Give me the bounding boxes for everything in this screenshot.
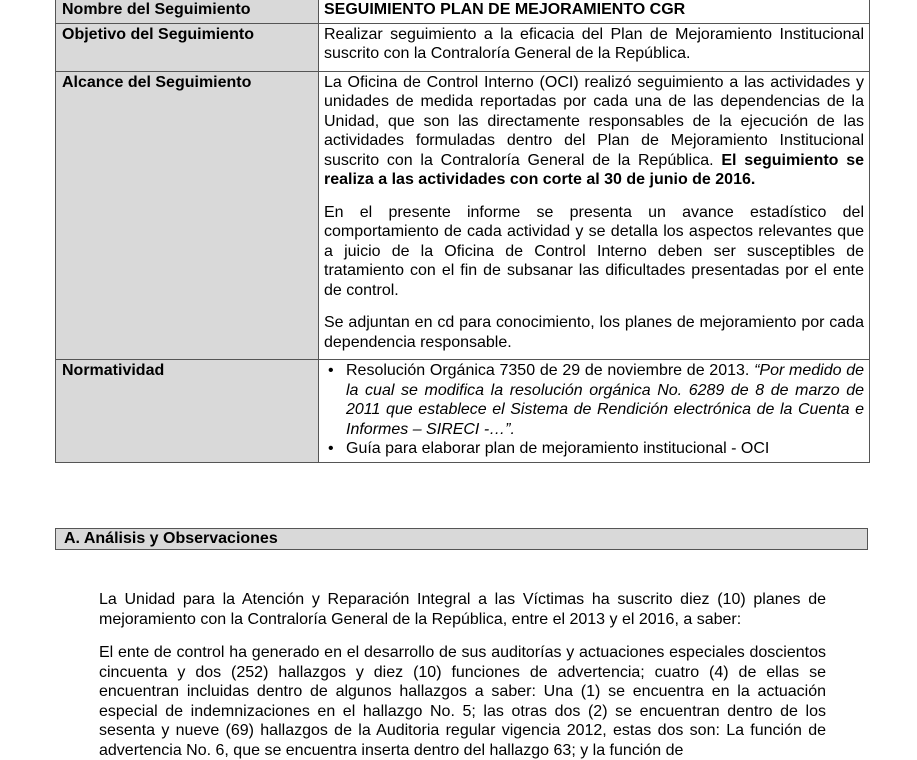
bullet-icon: • [328, 362, 334, 379]
body-paragraph-1: La Unidad para la Atención y Reparación Integral a las Víctimas ha suscrito diez (10) planes de mejoramiento con la Contraloría General de la República, entre el 2013 y el 2016, a saber: [99, 591, 826, 628]
alcance-p1-text: La Oficina de Control Interno (OCI) realizó seguimiento a las actividades y unidades de medida reportadas por cada una de las dependencias de la Unidad, que son las directamente responsables de la ejecución de las actividades formuladas dentro del Plan de Mejoramiento Institucional suscrito con la Contraloría General de la República. [324, 73, 864, 169]
row-value-objetivo: Realizar seguimiento a la eficacia del Plan de Mejoramiento Institucional suscrito con la Contraloría General de la República. [319, 23, 870, 71]
normatividad-list [324, 361, 864, 459]
table-row [56, 71, 870, 360]
table-row [56, 23, 870, 71]
row-label-objetivo: Objetivo del Seguimiento [56, 23, 319, 71]
section-header-analisis [55, 528, 868, 550]
alcance-paragraph-1 [324, 73, 864, 190]
follow-up-info-table [55, 0, 870, 463]
normatividad-item-1-italic: “Por medido de la cual se modifica la resolución orgánica No. 6289 de 8 de marzo de 2011 que establece el Sistema de Rendición electrónica de la Cuenta e Informes – SIRECI -…”. [346, 362, 865, 438]
analysis-body [99, 590, 826, 760]
alcance-p1-bold: El seguimiento se realiza a las actividades con corte al 30 de junio de 2016. [324, 151, 865, 188]
alcance-paragraph-2: En el presente informe se presenta un avance estadístico del comportamiento de cada actividad y se detalla los aspectos relevantes que a juicio de la Oficina de Control Interno deben ser susceptibles de tratamiento con el fin de subsanar las dificultades presentadas por el ente de control. [324, 203, 864, 299]
section-title: A. Análisis y Observaciones [64, 530, 278, 547]
table-row [56, 0, 870, 23]
row-label-nombre: Nombre del Seguimiento [56, 0, 319, 23]
row-value-normatividad [319, 360, 870, 463]
list-item [328, 361, 865, 439]
body-paragraph-2: El ente de control ha generado en el desarrollo de sus auditorías y actuaciones especiales doscientos cincuenta y dos (252) hallazgos y diez (10) funciones de advertencia; cuatro (4) de ellas se encuentran incluidas dentro de algunos hallazgos a saber: Una (1) se encuentra en la actuación especial de indemnizaciones en el hallazgo No. 5; las otras dos (2) se encuentran dentro de los sesenta y nueve (69) hallazgos de la Auditoria regular vigencia 2012, estas dos son: La función de advertencia No. 6, que se encuentra inserta dentro del hallazgo 63; y la función de [99, 644, 826, 759]
row-label-normatividad: Normatividad [56, 360, 319, 463]
list-item [328, 439, 864, 459]
bullet-icon: • [328, 440, 334, 457]
normatividad-item-2-text: Guía para elaborar plan de mejoramiento institucional - OCI [346, 440, 770, 457]
row-label-alcance: Alcance del Seguimiento [56, 71, 319, 360]
normatividad-item-1-text: Resolución Orgánica 7350 de 29 de noviembre de 2013. [346, 362, 755, 379]
row-value-alcance [319, 71, 870, 360]
row-value-nombre: SEGUIMIENTO PLAN DE MEJORAMIENTO CGR [319, 0, 870, 23]
table-row [56, 360, 870, 463]
alcance-paragraph-3: Se adjuntan en cd para conocimiento, los planes de mejoramiento por cada dependencia responsable. [324, 314, 864, 351]
